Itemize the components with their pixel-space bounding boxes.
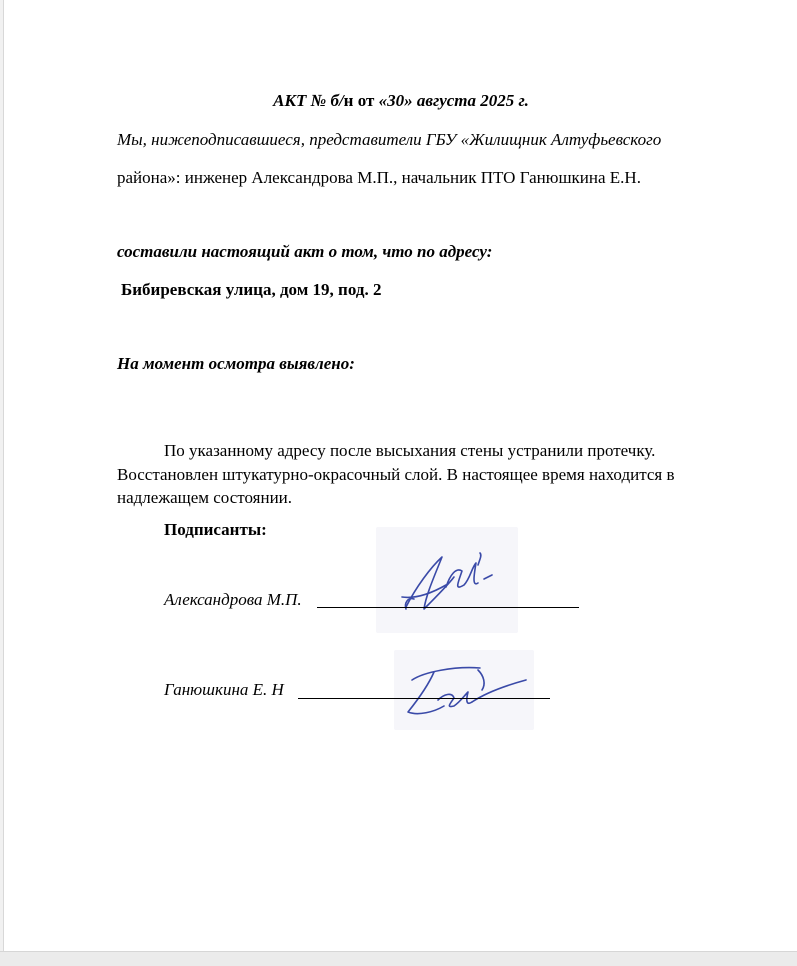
title-date: «30» августа 2025 г.: [378, 91, 529, 110]
compiled-statement: составили настоящий акт о том, что по адресу:: [117, 242, 493, 261]
signer-2-name: Ганюшкина Е. Н: [164, 680, 284, 699]
title-prefix: АКТ № б/: [273, 91, 344, 110]
document-title: [4, 91, 797, 111]
address-line: Бибиревская улица, дом 19, под. 2: [121, 280, 382, 299]
signature-2-image: [394, 650, 534, 730]
signers-heading: Подписанты:: [164, 520, 267, 539]
signature-2-line: [298, 698, 550, 699]
signature-1-image: [376, 527, 518, 633]
intro-line-1: Мы, нижеподписавшиеся, представители ГБУ «Жилищник Алтуфьевского: [117, 130, 662, 149]
signature-2-scribble: [394, 650, 534, 730]
horizontal-scrollbar[interactable]: [0, 951, 797, 966]
signature-1-scribble: [376, 527, 518, 633]
findings-paragraph: По указанному адресу после высыхания стены устранили протечку. Восстановлен штукатурно-окрасочный слой. В настоящее время находится в надлежащем состоянии.: [117, 441, 675, 507]
inspection-heading: На момент осмотра выявлено:: [117, 354, 355, 373]
signature-1-line: [317, 607, 579, 608]
signer-1-name: Александрова М.П.: [164, 590, 302, 609]
document-page: [3, 0, 797, 951]
intro-line-2: района»: инженер Александрова М.П., начальник ПТО Ганюшкина Е.Н.: [117, 168, 641, 187]
title-middle: н от: [343, 91, 379, 110]
